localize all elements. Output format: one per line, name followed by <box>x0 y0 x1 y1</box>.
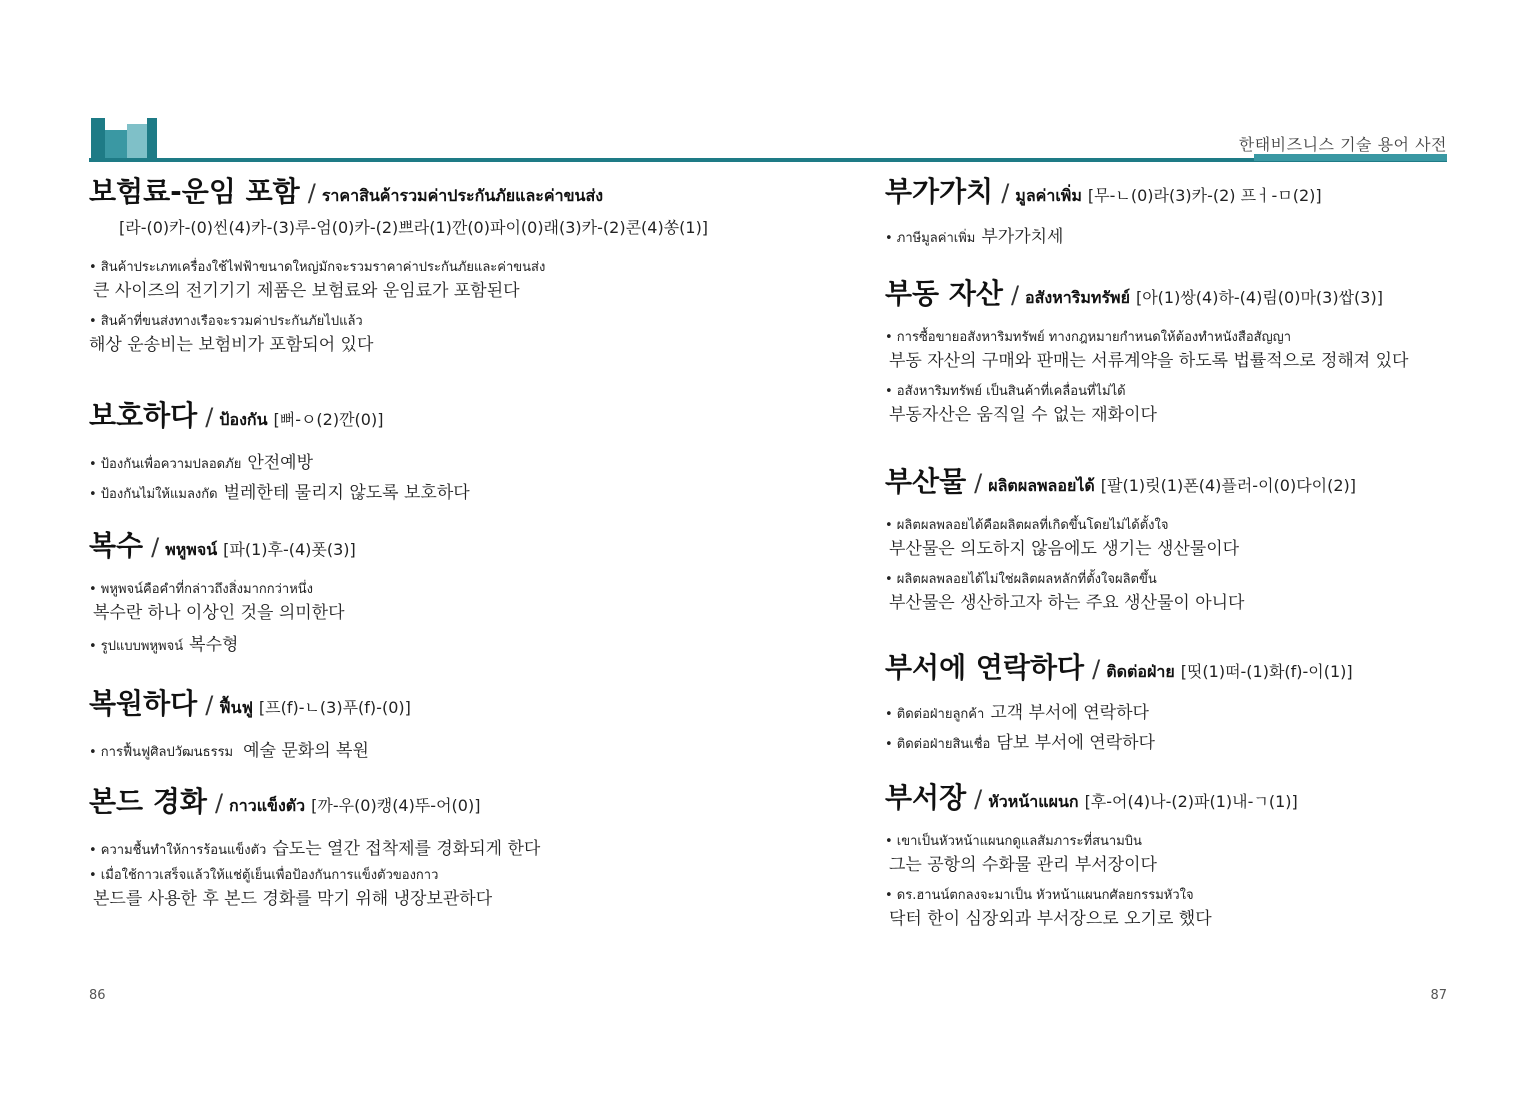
entry-thai: ติดต่อฝ่าย <box>1106 662 1175 681</box>
entry-pronunciation: [아(1)쌍(4)하-(4)림(0)마(3)쌉(3)] <box>1135 288 1383 307</box>
example-thai: • พหูพจน์คือคำที่กล่าวถึงสิ่งมากกว่าหนึ่ง <box>89 582 314 597</box>
entry-term: 복수 <box>89 529 144 562</box>
page-header <box>89 116 1447 166</box>
entry-protect: 보호하다 / ป้องกัน [뻐-ㅇ(2)깐(0)] • ป้องกันเพื่อความปลอดภัย 안전예방 • ป้องกันไม่ให้แมลงกัด 벌레한테 물리지 않도록 보호하다 <box>89 396 729 506</box>
example-korean: 습도는 열간 접착제를 경화되게 한다 <box>272 839 541 859</box>
example <box>885 328 1465 374</box>
header-rule <box>89 158 1447 162</box>
example-korean: 부산물은 생산하고자 하는 주요 생산물이 아니다 <box>889 593 1245 613</box>
entry-value-added: 부가가치 / มูลค่าเพิ่ม [무-ㄴ(0)라(3)카-(2) 프ㅓ-ㅁ(2)] • ภาษีมูลค่าเพิ่ม 부가가치세 <box>885 172 1465 250</box>
page-number-left: 86 <box>89 988 106 1003</box>
entry-term: 부서에 연락하다 <box>885 651 1085 684</box>
example-thai: • รูปแบบพหูพจน์ <box>89 639 184 654</box>
example-thai: • การฟื้นฟูศิลปวัฒนธรรม <box>89 745 234 760</box>
example <box>89 632 729 658</box>
example-thai: • การซื้อขายอสังหาริมทรัพย์ ทางกฎหมายกำหนดให้ต้องทำหนังสือสัญญา <box>885 330 1292 345</box>
example <box>885 730 1465 756</box>
entry-term: 보호하다 <box>89 399 198 432</box>
entry-term: 부동 자산 <box>885 277 1003 310</box>
example <box>885 886 1465 932</box>
example-thai: • สินค้าประเภทเครื่องใช้ไฟฟ้าขนาดใหญ่มักจะรวมราคาค่าประกันภัยและค่าขนส่ง <box>89 260 546 275</box>
entry-contact-department: 부서에 연락하다 / ติดต่อฝ่าย [띳(1)떠-(1)화(f)-이(1)] • ติดต่อฝ่ายลูกค้า 고객 부서에 연락하다 • ติดต่อฝ่ายสินเชื่อ 담보 부서에 연락하다 <box>885 648 1465 756</box>
example-korean: 복수형 <box>189 635 239 655</box>
example <box>89 836 729 862</box>
example <box>885 700 1465 726</box>
page-number-right: 87 <box>1430 988 1447 1003</box>
entry-byproduct: 부산물 / ผลิตผลพลอยได้ [팔(1)릿(1)폰(4)플러-이(0)다이(2)] • ผลิตผลพลอยได้คือผลิตผลที่เกิดขึ้นโดยไม่ได้ตั้งใจ 부산물은 의도하지 않음에도 생기는 생산물이다 • ผลิตผลพลอยได้ไม่ใช่ผลิตผลหลักที่ตั้งใจผลิตขึ้น 부산물은 생산하고자 하는 주요 생산물이 아니다 <box>885 462 1465 616</box>
example-thai: • ติดต่อฝ่ายลูกค้า <box>885 707 985 722</box>
example-korean: 부동 자산의 구매와 판매는 서류계약을 하도록 법률적으로 정해져 있다 <box>889 351 1409 371</box>
entry-thai: หัวหน้าแผนก <box>988 792 1079 811</box>
example-korean: 부가가치세 <box>981 227 1064 247</box>
example-thai: • ความชื้นทำให้การร้อนแข็งตัว <box>89 843 267 858</box>
example-thai: • อสังหาริมทรัพย์ เป็นสินค้าที่เคลื่อนที่ไม่ได้ <box>885 384 1126 399</box>
example-korean: 그는 공항의 수화물 관리 부서장이다 <box>889 855 1157 875</box>
entry-insurance-freight: 보험료-운임 포함 / ราคาสินค้ารวมค่าประกันภัยและค่าขนส่ง [라-(0)카-(0)씬(4)카-(3)루-엄(0)카-(2)쁘라(1)깐(0)파이(0)래(3)카-(2)콘(4)쏭(1)] • สินค้าประเภทเครื่องใช้ไฟฟ้าขนาดใหญ่มักจะรวมราคาค่าประกันภัยและค่าขนส่ง 큰 사이즈의 전기기기 제품은 보험료와 운임료가 포함된다 • สินค้าที่ขนส่งทางเรือจะรวมค่าประกันภัยไปแล้ว 해상 운송비는 보험비가 포함되어 있다 <box>89 172 729 358</box>
example-thai: • เมื่อใช้กาวเสร็จแล้วให้แช่ตู้เย็นเพื่อป้องกันการแข็งตัวของกาว <box>89 868 439 883</box>
example-thai: • ผลิตผลพลอยได้ไม่ใช่ผลิตผลหลักที่ตั้งใจผลิตขึ้น <box>885 572 1157 587</box>
example-korean: 부동자산은 움직일 수 없는 재화이다 <box>889 405 1157 425</box>
example-korean: 복수란 하나 이상인 것을 의미한다 <box>93 603 345 623</box>
entry-bond-curing: 본드 경화 / กาวแข็งตัว [까-우(0)캥(4)뚜-어(0)] • ความชื้นทำให้การร้อนแข็งตัว 습도는 열간 접착제를 경화되게 한다 • เมื่อใช้กาวเสร็จแล้วให้แช่ตู้เย็นเพื่อป้องกันการแข็งตัวของกาว 본드를 사용한 후 본드 경화를 막기 위해 냉장보관하다 <box>89 782 729 912</box>
entry-thai: ผลิตผลพลอยได้ <box>988 476 1095 495</box>
entry-term: 보험료-운임 포함 <box>89 175 300 208</box>
entry-thai: อสังหาริมทรัพย์ <box>1025 288 1130 307</box>
example-thai: • เขาเป็นหัวหน้าแผนกดูแลสัมภาระที่สนามบิน <box>885 834 1142 849</box>
example <box>89 450 729 476</box>
header-decoration-bars <box>89 116 159 162</box>
entry-pronunciation: [파(1)후-(4)폿(3)] <box>223 540 356 559</box>
example <box>885 224 1465 250</box>
example <box>885 516 1465 562</box>
example-thai: • ผลิตผลพลอยได้คือผลิตผลที่เกิดขึ้นโดยไม่ได้ตั้งใจ <box>885 518 1169 533</box>
example-korean: 닥터 한이 심장외과 부서장으로 오기로 했다 <box>889 909 1212 929</box>
example-korean: 부산물은 의도하지 않음에도 생기는 생산물이다 <box>889 539 1240 559</box>
header-tab-accent <box>1254 154 1447 161</box>
example-korean: 담보 부서에 연락하다 <box>996 733 1155 753</box>
example-thai: • ป้องกันเพื่อความปลอดภัย <box>89 457 242 472</box>
entry-term: 복원하다 <box>89 687 198 720</box>
example <box>89 738 729 764</box>
example-korean: 안전예방 <box>247 453 314 473</box>
example-korean: 해상 운송비는 보험비가 포함되어 있다 <box>89 335 374 355</box>
header-title: 한태비즈니스 기술 용어 사전 <box>1238 135 1447 154</box>
entry-plural: 복수 / พหูพจน์ [파(1)후-(4)폿(3)] • พหูพจน์คือคำที่กล่าวถึงสิ่งมากกว่าหนึ่ง 복수란 하나 이상인 것을 의미한다 • รูปแบบพหูพจน์ 복수형 <box>89 526 729 658</box>
entry-term: 부가가치 <box>885 175 994 208</box>
entry-thai: ป้องกัน <box>219 410 268 429</box>
example-thai: • ภาษีมูลค่าเพิ่ม <box>885 231 976 246</box>
example <box>885 832 1465 878</box>
entry-thai: พหูพจน์ <box>165 540 218 559</box>
example <box>89 580 729 626</box>
entry-thai: มูลค่าเพิ่ม <box>1015 186 1082 205</box>
entry-pronunciation: [프(f)-ㄴ(3)푸(f)-(0)] <box>258 698 411 717</box>
entry-pronunciation: [무-ㄴ(0)라(3)카-(2) 프ㅓ-ㅁ(2)] <box>1087 186 1322 205</box>
entry-pronunciation: [후-어(4)나-(2)파(1)내-ㄱ(1)] <box>1084 792 1298 811</box>
entry-thai: ราคาสินค้ารวมค่าประกันภัยและค่าขนส่ง <box>321 186 604 205</box>
entry-department-head: 부서장 / หัวหน้าแผนก [후-어(4)나-(2)파(1)내-ㄱ(1)] • เขาเป็นหัวหน้าแผนกดูแลสัมภาระที่สนามบิน 그는 공항의 수화물 관리 부서장이다 • ดร.ฮานน์ตกลงจะมาเป็น หัวหน้าแผนกศัลยกรรมหัวใจ 닥터 한이 심장외과 부서장으로 오기로 했다 <box>885 778 1465 932</box>
entry-pronunciation: [팔(1)릿(1)폰(4)플러-이(0)다이(2)] <box>1100 476 1357 495</box>
entry-pronunciation: [라-(0)카-(0)씬(4)카-(3)루-엄(0)카-(2)쁘라(1)깐(0)파이(0)래(3)카-(2)콘(4)쏭(1)] <box>119 218 709 237</box>
example-korean: 예술 문화의 복원 <box>243 741 369 761</box>
example <box>89 480 729 506</box>
example-thai: • ป้องกันไม่ให้แมลงกัด <box>89 487 218 502</box>
entry-term: 부서장 <box>885 781 967 814</box>
example-thai: • ดร.ฮานน์ตกลงจะมาเป็น หัวหน้าแผนกศัลยกรรมหัวใจ <box>885 888 1194 903</box>
example <box>89 312 729 358</box>
example <box>885 382 1465 428</box>
example-korean: 본드를 사용한 후 본드 경화를 막기 위해 냉장보관하다 <box>93 889 493 909</box>
example <box>89 258 729 304</box>
entry-pronunciation: [까-우(0)캥(4)뚜-어(0)] <box>311 796 481 815</box>
example-thai: • ติดต่อฝ่ายสินเชื่อ <box>885 737 991 752</box>
example-thai: • สินค้าที่ขนส่งทางเรือจะรวมค่าประกันภัยไปแล้ว <box>89 314 363 329</box>
example-korean: 큰 사이즈의 전기기기 제품은 보험료와 운임료가 포함된다 <box>93 281 520 301</box>
entry-term: 부산물 <box>885 465 967 498</box>
entry-term: 본드 경화 <box>89 785 207 818</box>
example-korean: 고객 부서에 연락하다 <box>990 703 1149 723</box>
example <box>885 570 1465 616</box>
entry-thai: กาวแข็งตัว <box>229 796 306 815</box>
entry-pronunciation: [뻐-ㅇ(2)깐(0)] <box>273 410 384 429</box>
entry-real-estate: 부동 자산 / อสังหาริมทรัพย์ [아(1)쌍(4)하-(4)림(0)마(3)쌉(3)] • การซื้อขายอสังหาริมทรัพย์ ทางกฎหมายกำหนดให้ต้องทำหนังสือสัญญา 부동 자산의 구매와 판매는 서류계약을 하도록 법률적으로 정해져 있다 • อสังหาริมทรัพย์ เป็นสินค้าที่เคลื่อนที่ไม่ได้ 부동자산은 움직일 수 없는 재화이다 <box>885 274 1465 428</box>
example-korean: 벌레한테 물리지 않도록 보호하다 <box>223 483 470 503</box>
entry-pronunciation: [띳(1)떠-(1)화(f)-이(1)] <box>1180 662 1353 681</box>
entry-restore: 복원하다 / ฟื้นฟู [프(f)-ㄴ(3)푸(f)-(0)] • การฟื้นฟูศิลปวัฒนธรรม 예술 문화의 복원 <box>89 684 729 764</box>
entry-thai: ฟื้นฟู <box>219 698 253 717</box>
example <box>89 866 729 912</box>
